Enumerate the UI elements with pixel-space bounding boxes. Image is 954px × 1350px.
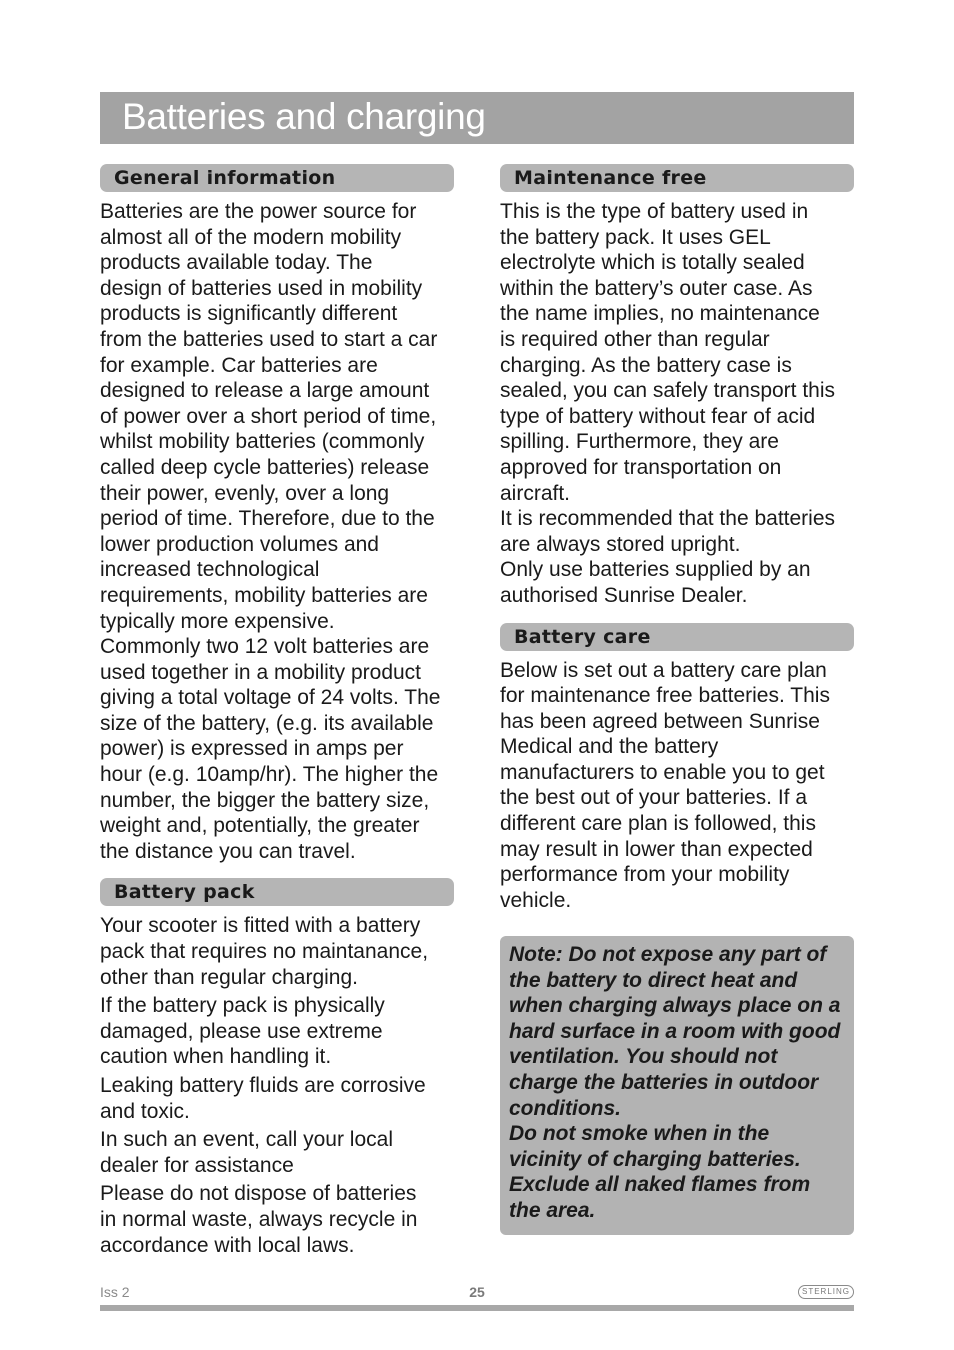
text-line: dealer for assistance <box>100 1153 294 1177</box>
text-line: Please do not dispose of batteries <box>100 1182 417 1206</box>
text-line: power) is expressed in amps per <box>100 737 404 761</box>
section-heading-battery-pack: Battery pack <box>100 878 454 906</box>
text-line: typically more expensive. <box>100 609 335 633</box>
note-line: the battery to direct heat and <box>509 968 798 992</box>
text-line: are always stored upright. <box>500 532 741 556</box>
text-line: design of batteries used in mobility <box>100 276 423 300</box>
text-line: the battery pack. It uses GEL <box>500 225 771 249</box>
text-line: vehicle. <box>500 888 572 912</box>
text-line: lower production volumes and <box>100 532 379 556</box>
text-line: within the battery’s outer case. As <box>500 276 813 300</box>
text-line: charging. As the battery case is <box>500 353 792 377</box>
page-title: Batteries and charging <box>122 96 486 137</box>
text-line: manufacturers to enable you to get <box>500 760 825 784</box>
text-line: It is recommended that the batteries <box>500 507 836 531</box>
note-line: Do not smoke when in the <box>509 1122 770 1146</box>
section-heading-maintenance-free: Maintenance free <box>500 164 854 192</box>
text-line: designed to release a large amount <box>100 379 430 403</box>
left-column <box>100 164 454 1258</box>
footer-rule <box>100 1305 854 1311</box>
text-line: performance from your mobility <box>500 863 790 887</box>
text-line: different care plan is followed, this <box>500 812 816 836</box>
safety-note-text <box>509 942 840 1224</box>
note-line: conditions. <box>509 1096 621 1120</box>
text-line: giving a total voltage of 24 volts. The <box>100 686 441 710</box>
text-line: pack that requires no maintanance, <box>100 940 429 964</box>
text-line: hour (e.g. 10amp/hr). The higher the <box>100 763 439 787</box>
text-line: for maintenance free batteries. This <box>500 684 830 708</box>
text-line: their power, evenly, over a long <box>100 481 390 505</box>
text-line: approved for transportation on <box>500 455 782 479</box>
text-line: other than regular charging. <box>100 965 358 989</box>
text-line: Leaking battery fluids are corrosive <box>100 1074 426 1097</box>
text-line: requirements, mobility batteries are <box>100 583 428 607</box>
right-column <box>500 164 854 913</box>
text-line: in normal waste, always recycle in <box>100 1207 418 1231</box>
note-line: the area. <box>509 1198 596 1222</box>
text-line: weight and, potentially, the greater <box>100 814 420 838</box>
title-bar <box>100 92 854 144</box>
note-line: when charging always place on a <box>509 994 841 1018</box>
text-line: accordance with local laws. <box>100 1233 355 1257</box>
text-line: products is significantly different <box>100 302 398 326</box>
note-line: hard surface in a room with good <box>509 1019 841 1043</box>
maintenance-free-text <box>500 199 854 609</box>
text-line: electrolyte which is totally sealed <box>500 251 805 275</box>
text-line: In such an event, call your local <box>100 1128 393 1152</box>
text-line: and toxic. <box>100 1099 190 1123</box>
note-line: charge the batteries in outdoor <box>509 1070 819 1094</box>
text-line: has been agreed between Sunrise <box>500 709 820 733</box>
page-number: 25 <box>469 1284 485 1300</box>
text-line: of power over a short period of time, <box>100 404 437 428</box>
text-line: almost all of the modern mobility <box>100 225 402 249</box>
text-line: the name implies, no maintenance <box>500 302 820 326</box>
text-line: Your scooter is fitted with a battery <box>100 914 421 938</box>
text-line: the distance you can travel. <box>100 839 356 863</box>
text-line: size of the battery, (e.g. its available <box>100 711 434 735</box>
text-line: Batteries are the power source for <box>100 200 417 223</box>
text-line: may result in lower than expected <box>500 837 813 861</box>
text-line: spilling. Furthermore, they are <box>500 430 779 454</box>
text-line: called deep cycle batteries) release <box>100 455 430 479</box>
general-information-text <box>100 199 454 864</box>
text-line: increased technological <box>100 558 320 582</box>
text-line: aircraft. <box>500 481 571 505</box>
text-line: whilst mobility batteries (commonly <box>100 430 425 454</box>
text-line: authorised Sunrise Dealer. <box>500 583 748 607</box>
text-line: type of battery without fear of acid <box>500 404 816 428</box>
note-line: Note: Do not expose any part of <box>509 943 827 966</box>
text-line: Only use batteries supplied by an <box>500 558 811 582</box>
text-line: This is the type of battery used in <box>500 200 809 223</box>
text-line: Medical and the battery <box>500 735 719 759</box>
text-line: from the batteries used to start a car <box>100 327 438 351</box>
issue-label: Iss 2 <box>100 1284 130 1300</box>
text-line: If the battery pack is physically <box>100 994 385 1018</box>
note-line: ventilation. You should not <box>509 1045 778 1069</box>
sterling-logo: STERLING <box>798 1285 854 1299</box>
text-line: for example. Car batteries are <box>100 353 378 377</box>
text-line: number, the bigger the battery size, <box>100 788 430 812</box>
text-line: period of time. Therefore, due to the <box>100 507 435 531</box>
text-line: products available today. The <box>100 251 373 275</box>
battery-care-text <box>500 658 854 914</box>
section-heading-general: General information <box>100 164 454 192</box>
note-line: Exclude all naked flames from <box>509 1173 811 1197</box>
text-line: the best out of your batteries. If a <box>500 786 808 810</box>
text-line: is required other than regular <box>500 327 770 351</box>
text-line: Below is set out a battery care plan <box>500 658 827 682</box>
text-line: Commonly two 12 volt batteries are <box>100 635 430 659</box>
text-line: damaged, please use extreme <box>100 1019 383 1043</box>
note-line: vicinity of charging batteries. <box>509 1147 801 1171</box>
text-line: caution when handling it. <box>100 1045 332 1069</box>
section-heading-battery-care: Battery care <box>500 623 854 651</box>
battery-pack-text <box>100 913 454 1258</box>
text-line: sealed, you can safely transport this <box>500 379 836 403</box>
text-line: used together in a mobility product <box>100 660 422 684</box>
safety-note-box <box>500 936 854 1235</box>
